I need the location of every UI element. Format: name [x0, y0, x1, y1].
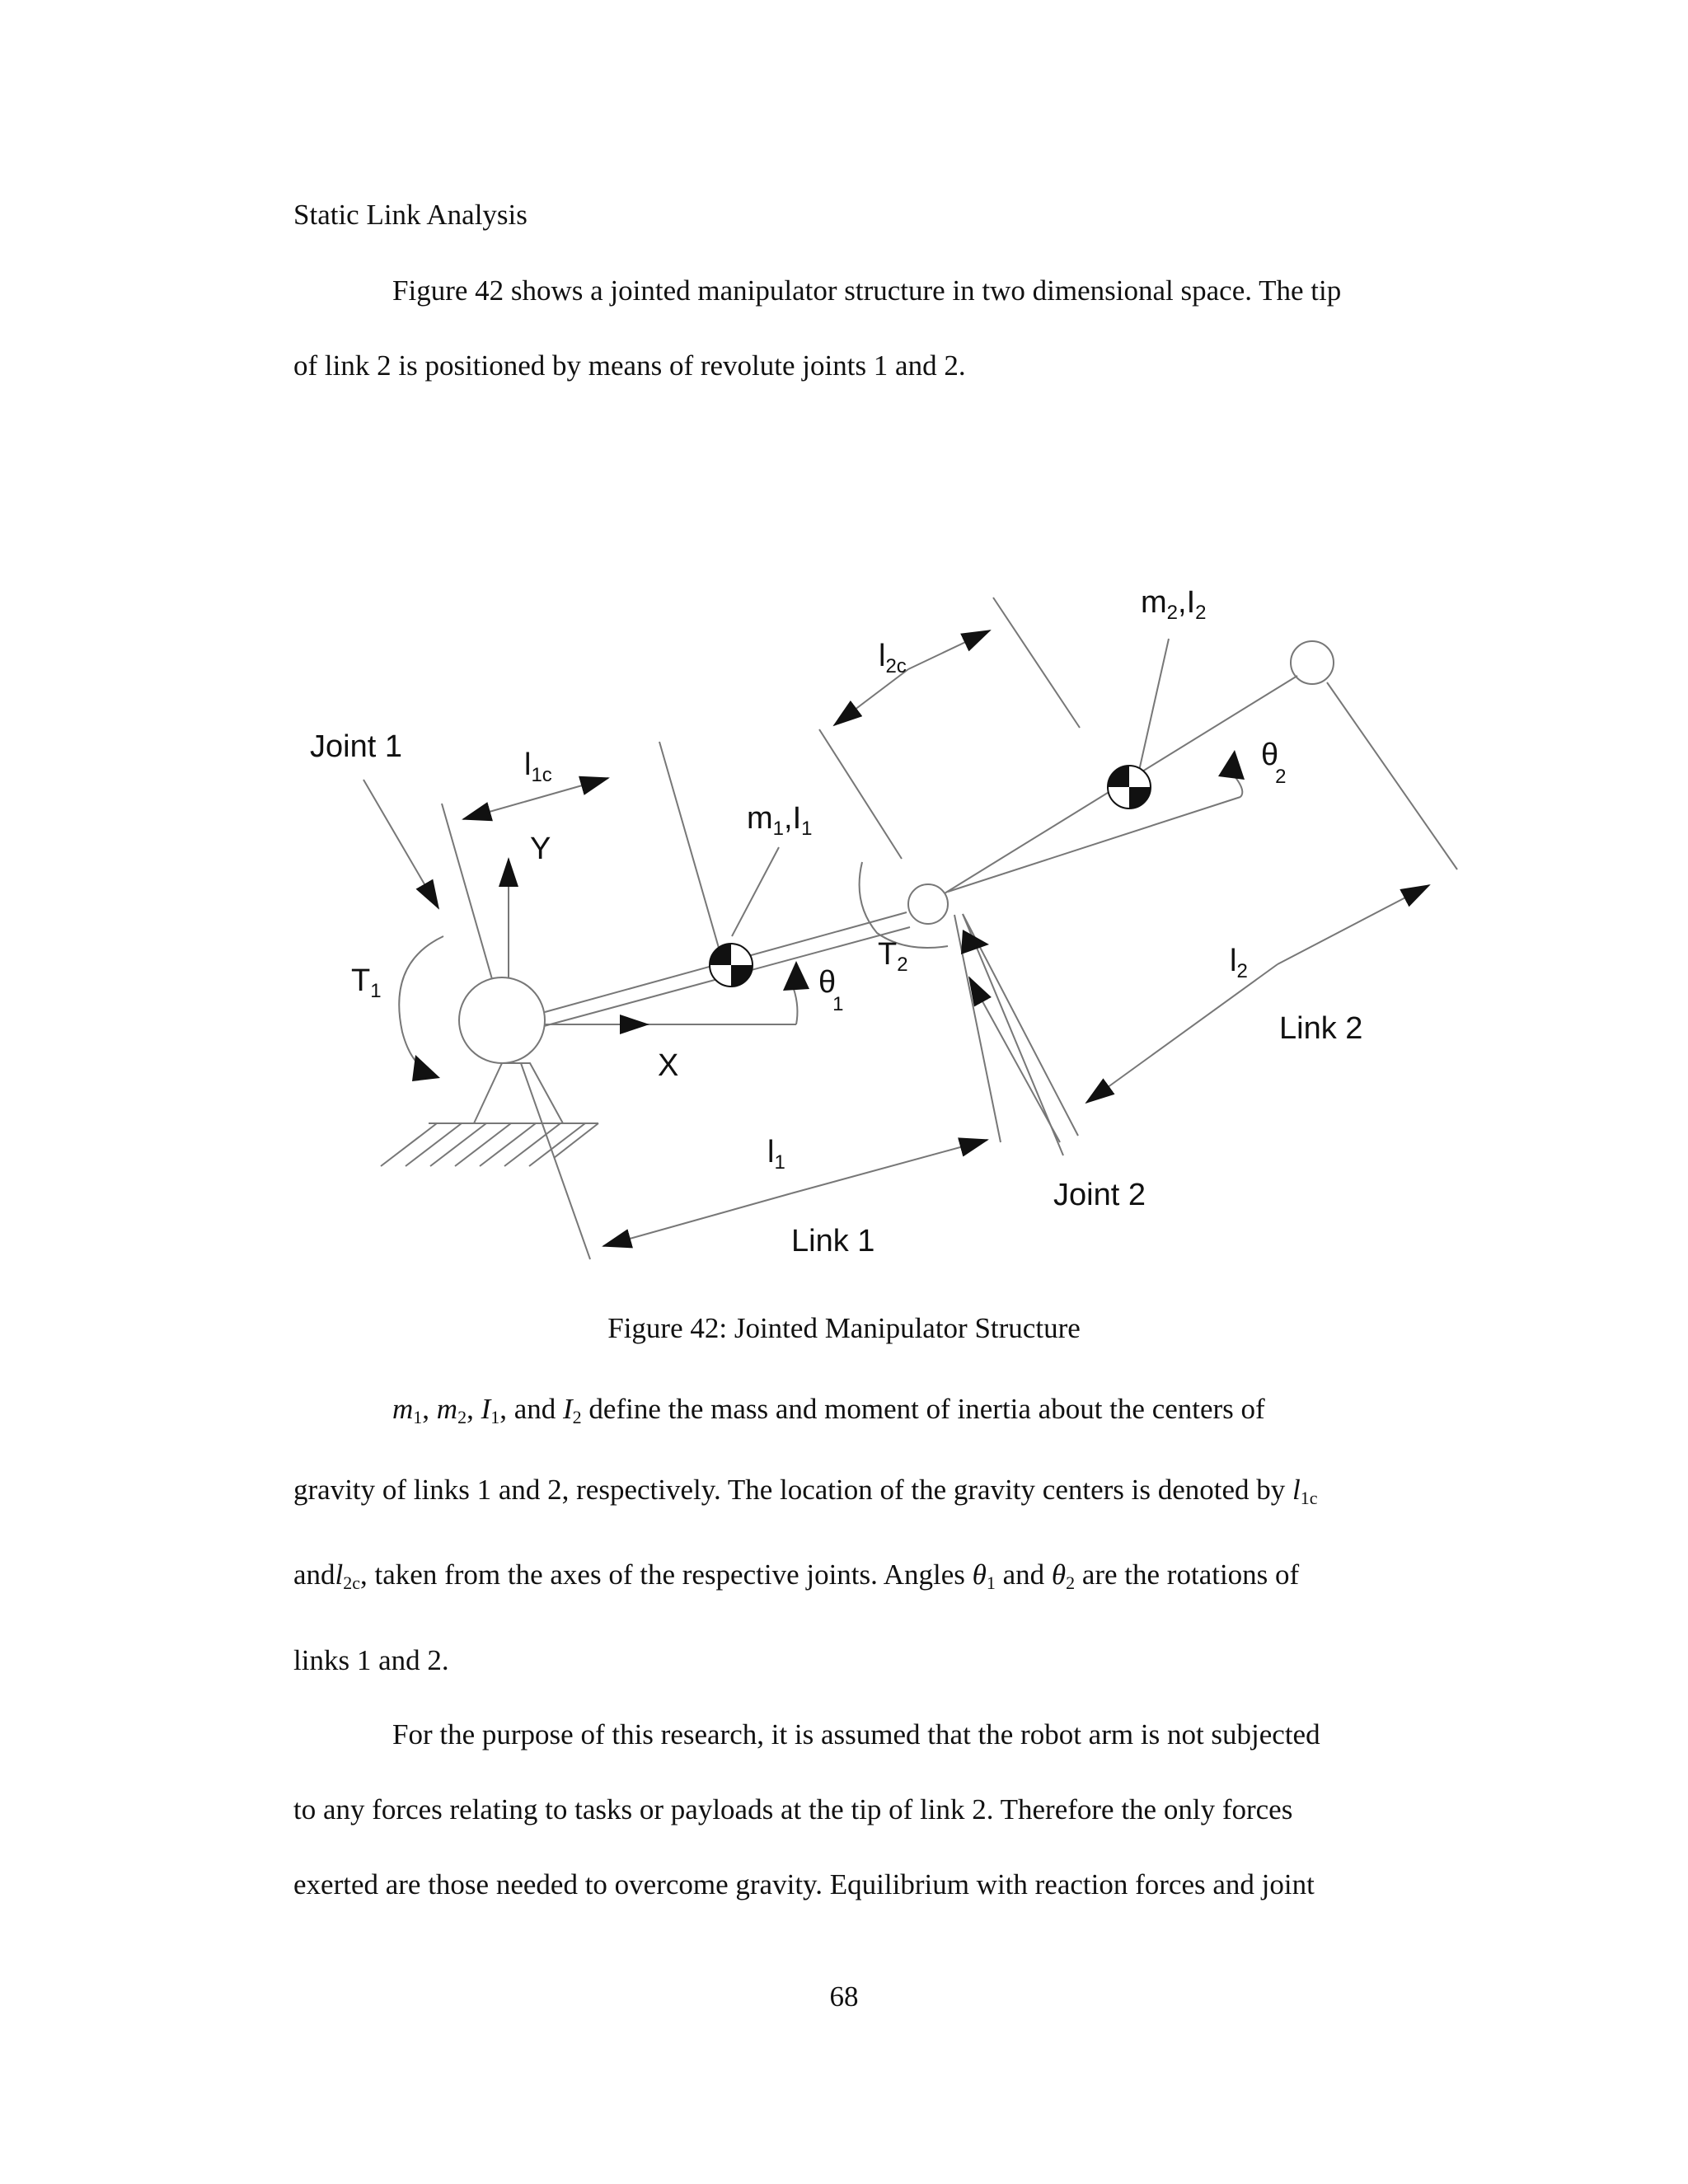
t2-label: T2: [878, 937, 908, 976]
joint-1-circle: [459, 977, 545, 1063]
cog-link-1-icon: [710, 944, 753, 987]
joint-2-label: Joint 2: [1053, 1178, 1146, 1212]
figure-caption: Figure 42: Jointed Manipulator Structure: [607, 1312, 1081, 1344]
paragraph-1-line-1: Figure 42 shows a jointed manipulator structure in two dimensional space. The tip: [392, 274, 1342, 307]
paragraph-3-line-2: to any forces relating to tasks or payloads at the tip of link 2. Therefore the only forces: [293, 1793, 1293, 1825]
joint-2-circle: [908, 884, 948, 924]
paragraph-2-line-1: $m_1$, $m_2$, $I_1$, and $I_2$ define the mass and moment of inertia about the centers of: [392, 1393, 1265, 1427]
paragraph-2-line-4: links 1 and 2.: [293, 1644, 449, 1676]
paragraph-3-line-3: exerted are those needed to overcome gravity. Equilibrium with reaction forces and joint: [293, 1868, 1315, 1900]
cog-link-2-icon: [1108, 766, 1151, 808]
l1c-label: l1c: [524, 748, 552, 786]
link-2-tip: [1291, 641, 1334, 684]
l1-dimension: [791, 1140, 987, 1193]
page-number: 68: [829, 1980, 859, 2013]
x-axis-label: X: [658, 1048, 679, 1083]
l2c-label: l2c: [879, 639, 907, 677]
joint-1-pointer: [363, 780, 438, 908]
link-2-label: Link 2: [1279, 1011, 1363, 1046]
joint-2-pointer: [969, 977, 1060, 1142]
paragraph-3-line-1: For the purpose of this research, it is assumed that the robot arm is not subjected: [392, 1718, 1320, 1750]
l2-dimension: [1278, 885, 1429, 964]
manipulator-diagram: [0, 569, 1688, 1310]
y-axis-label: Y: [530, 832, 551, 866]
l2c-dimension: [908, 630, 990, 669]
l2-label: l2: [1230, 944, 1248, 982]
paragraph-2-line-2: gravity of links 1 and 2, respectively. The location of the gravity centers is denoted by $l_{1c}$: [293, 1474, 1318, 1508]
m1-i1-label: m1,I1: [747, 801, 813, 840]
link-1-label: Link 1: [791, 1224, 875, 1258]
l1-label: l1: [767, 1135, 785, 1174]
m2-i2-label: m2,I2: [1141, 585, 1207, 624]
section-heading: Static Link Analysis: [293, 199, 528, 231]
theta1-label: θ 1: [818, 965, 844, 1015]
t1-label: T1: [351, 963, 382, 1002]
theta2-label: θ 2: [1261, 738, 1287, 788]
joint-1-label: Joint 1: [310, 729, 402, 764]
paragraph-1-line-2: of link 2 is positioned by means of revolute joints 1 and 2.: [293, 349, 966, 382]
paragraph-2-line-3: andl$_{2c}$, taken from the axes of the respective joints. Angles $\theta_1$ and $\theta_2$ are the rotations of: [293, 1558, 1300, 1593]
